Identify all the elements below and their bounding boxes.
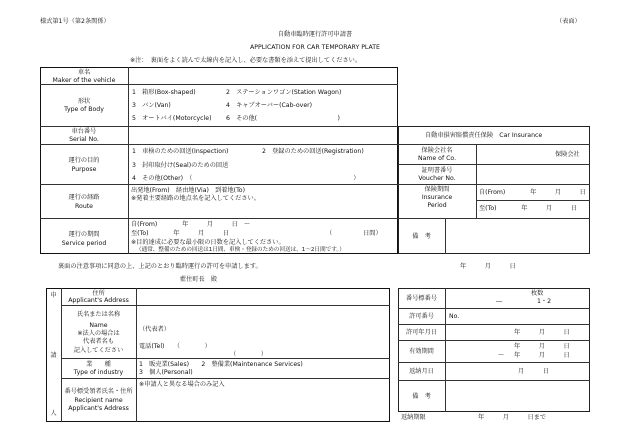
valid-to[interactable]: 年 月 日 bbox=[514, 352, 570, 359]
body-type-label-en: Type of Body bbox=[64, 106, 104, 113]
body-option-4[interactable]: 4 キャブオーバー(Cab-over) bbox=[226, 102, 313, 109]
office-remarks-label: 備 考 bbox=[412, 393, 431, 400]
purpose-option-1[interactable]: 1 車検のための回送(Inspection) bbox=[132, 148, 229, 155]
industry-label-en: Type of industry bbox=[73, 369, 124, 376]
recipient-label-1: 番号標受領者氏名・住所 bbox=[64, 388, 133, 395]
name-label-2: Name bbox=[89, 322, 108, 329]
car-name-label-en: Maker of the vehicle bbox=[52, 77, 116, 84]
body-option-1[interactable]: 1 箱形(Box-shaped) bbox=[132, 89, 196, 96]
tel-field-2[interactable]: （ ） bbox=[230, 351, 268, 358]
ins-period-label-en2: Period bbox=[427, 202, 447, 209]
period-to[interactable]: 至(To) 年 月 日 bbox=[131, 230, 229, 237]
route-field[interactable] bbox=[131, 204, 395, 216]
apply-date[interactable]: 年 月 日 bbox=[460, 263, 516, 270]
title-en: APPLICATION FOR CAR TEMPORARY PLATE bbox=[250, 44, 380, 51]
permit-date-label: 許可年月日 bbox=[406, 329, 437, 336]
insurance-title: 自動車損害賠償責任保険 Car Insurance bbox=[425, 132, 543, 139]
industry-label: 業 種 bbox=[86, 361, 111, 368]
body-type-label: 形状 bbox=[77, 98, 91, 105]
purpose-label-en: Purpose bbox=[71, 166, 97, 173]
ins-period-to[interactable]: 至(To) 年 月 日 bbox=[479, 205, 577, 212]
name-label-4: 代表者名も bbox=[83, 338, 114, 345]
purpose-option-2[interactable]: 2 登録のための回送(Registration) bbox=[262, 148, 364, 155]
ins-period-label-en1: Insurance bbox=[421, 194, 453, 201]
address-field[interactable] bbox=[139, 290, 387, 303]
period-note-2: （通常、整備のための回送は1日間、車検・登録のための回送は、1～2日間です。） bbox=[136, 247, 345, 253]
body-option-2[interactable]: 2 ステーションワゴン(Station Wagon) bbox=[226, 89, 342, 96]
car-name-field[interactable] bbox=[131, 69, 395, 82]
serial-label: 車台番号 bbox=[71, 128, 97, 135]
route-header: 出発地(From) 経由地(Via) 到着地(To) bbox=[131, 187, 245, 194]
representative-label: （代表者） bbox=[139, 326, 170, 333]
route-label: 運行の経路 bbox=[68, 194, 100, 201]
plate-count-label: 枚数 bbox=[531, 290, 544, 297]
recipient-label-2: Recipient name bbox=[74, 397, 123, 404]
addressee: 藍住町長 殿 bbox=[180, 276, 218, 283]
applicant-side-1: 申 bbox=[50, 292, 57, 299]
purpose-label: 運行の目的 bbox=[68, 157, 100, 164]
permit-number-label: 許可番号 bbox=[409, 313, 434, 320]
period-note-1: ※目的達成に必要な最小限の日数を記入してください。 bbox=[131, 239, 285, 246]
return-date-value[interactable]: 月 日 bbox=[518, 368, 549, 375]
industry-options[interactable]: 1 販売業(Sales) 2 整備業(Maintenance Services) bbox=[139, 361, 303, 368]
purpose-option-4[interactable]: 4 その他(Other) （ ） bbox=[132, 175, 360, 182]
ins-voucher-label-en: Voucher No. bbox=[418, 175, 456, 182]
valid-period-label: 有効期間 bbox=[409, 348, 434, 355]
title-jp: 自動車臨時運行許可申請書 bbox=[277, 31, 353, 38]
ins-company-label-en: Name of Co. bbox=[417, 155, 457, 162]
body-option-3[interactable]: 3 バン(Van) bbox=[132, 102, 171, 109]
car-name-label: 車名 bbox=[77, 69, 91, 76]
recipient-note: ※申請人と異なる場合のみ記入 bbox=[139, 381, 225, 388]
name-label-5: 記入してください bbox=[73, 347, 124, 354]
plate-number-label: 番号標番号 bbox=[406, 295, 437, 302]
apply-statement: 裏面の注意事項に同意の上、上記のとおり臨時運行の許可を申請します。 bbox=[58, 263, 262, 270]
plate-count-value: 1・2 bbox=[537, 298, 552, 305]
address-label-en: Applicant's Address bbox=[68, 297, 129, 304]
return-date-label: 返納月日 bbox=[409, 368, 434, 375]
side-label: （表面） bbox=[556, 18, 581, 25]
applicant-side-3: 人 bbox=[50, 410, 57, 417]
body-option-5[interactable]: 5 オートバイ(Motorcycle) bbox=[132, 115, 212, 122]
recipient-label-3: Applicant's Address bbox=[68, 405, 129, 412]
period-days[interactable]: （ 日間） bbox=[326, 230, 382, 237]
ins-period-from[interactable]: 自(From) 年 月 日 bbox=[479, 189, 586, 196]
purpose-option-3[interactable]: 3 封印取付け(Seal)のための回送 bbox=[132, 162, 229, 169]
recipient-field[interactable] bbox=[139, 390, 387, 420]
permit-number-prefix[interactable]: No. bbox=[449, 313, 460, 320]
permit-date-value[interactable]: 年 月 日 bbox=[514, 329, 570, 336]
tel-field[interactable]: 電話(Tel) （ ） bbox=[139, 343, 211, 350]
valid-tilde: ～ bbox=[498, 352, 505, 359]
form-number: 様式第1号（第2条関係） bbox=[40, 18, 110, 25]
plate-dash: ― bbox=[496, 298, 503, 305]
period-label: 運行の期間 bbox=[68, 231, 100, 238]
ins-period-label: 保険期間 bbox=[424, 186, 450, 193]
period-from[interactable]: 自(From) 年 月 日 ～ bbox=[131, 221, 251, 228]
instruction-note: ※注： 裏面をよく読んで太線内を記入し、必要な書類を添えて提出してください。 bbox=[130, 57, 362, 64]
body-option-6[interactable]: 6 その他( ) bbox=[226, 115, 340, 122]
ins-voucher-label: 証明書番号 bbox=[421, 167, 453, 174]
return-deadline-value[interactable]: 年 月 日まで bbox=[478, 414, 547, 421]
name-label-1: 氏名または名称 bbox=[76, 311, 121, 318]
address-label: 住所 bbox=[92, 290, 105, 297]
return-deadline-label: 返納期限 bbox=[401, 414, 426, 421]
industry-option-personal[interactable]: 3 個人(Personal) bbox=[139, 369, 193, 376]
route-label-en: Route bbox=[75, 203, 93, 210]
ins-company-label: 保険会社名 bbox=[421, 147, 453, 154]
ins-remarks-label: 備 考 bbox=[412, 233, 431, 240]
name-label-3: ※法人の場合は bbox=[77, 330, 120, 337]
serial-field[interactable] bbox=[131, 128, 395, 142]
serial-label-en: Serial No. bbox=[69, 136, 99, 143]
applicant-side-2: 請 bbox=[50, 352, 57, 359]
valid-from[interactable]: 年 月 日 bbox=[514, 343, 570, 350]
period-label-en: Service period bbox=[61, 240, 107, 247]
route-note: ※発着主要経路の地点名を記入してください。 bbox=[131, 195, 260, 202]
ins-company-suffix: 保険会社 bbox=[555, 151, 580, 158]
